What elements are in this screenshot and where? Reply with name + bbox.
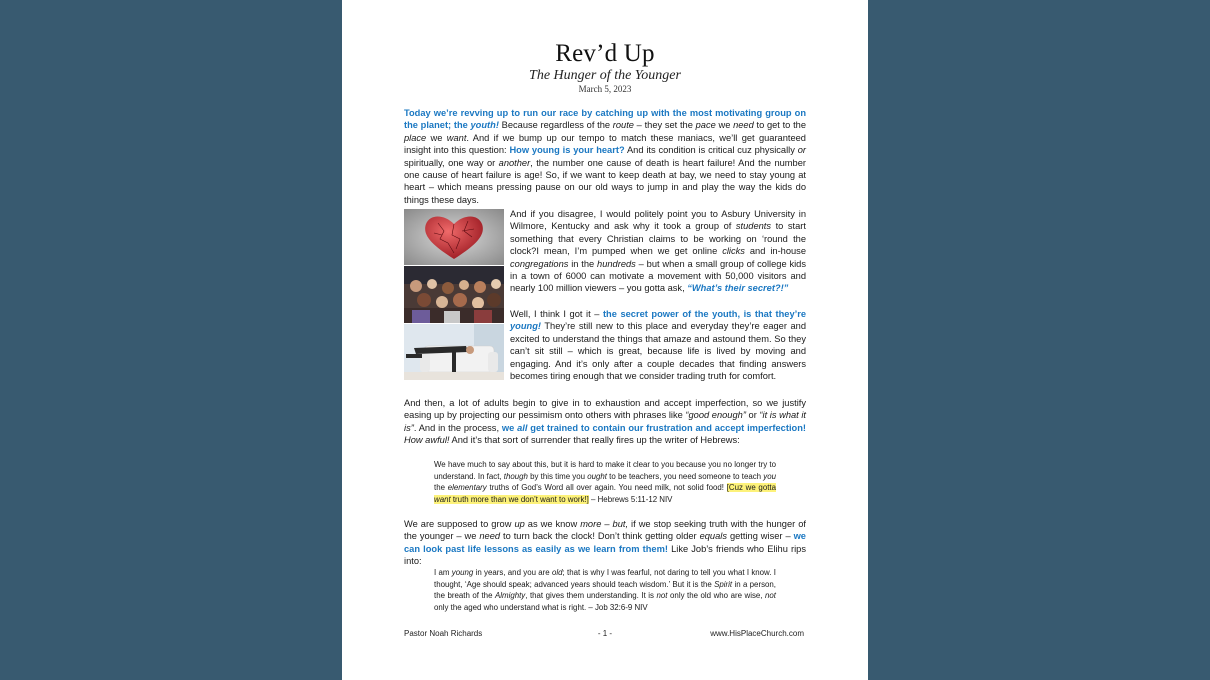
paragraph-intro: Today we’re revving up to run our race by catching up with the most motivating group on the planet; the youth! Because regardless of the route – they set the pace we need to get to the place we want. And if we bump up our tempo to match these maniacs, we’ll get guaranteed insight into this question: How young is your heart? And its condition is critical cuz physically or spiritually, one way or another, the number one cause of death is heart failure! And the number one cause of heart failure is age! So, if we want to keep death at bay, we need to stay young at heart – which means pressing pause on our old ways to jump in and play the way the kids do things these days.	[404, 108, 806, 205]
cracked-heart-icon	[404, 209, 504, 265]
document-subtitle: The Hunger of the Younger	[529, 68, 681, 83]
document-page	[342, 0, 868, 680]
paragraph-secret-power: Well, I think I got it – the secret power of the youth, is that they’re young! They’re still new to this place and everyday they’re eager and excited to understand the things that amaze and astound them. So they can’t sit still – which is great, because life is lived by moving and engaging. And it’s only after a couple decades that finding answers becomes tiring enough that we consider trading truth for comfort.	[510, 309, 806, 382]
cracked-heart-photo	[404, 209, 504, 265]
praying-crowd-icon	[404, 266, 504, 323]
paragraph-adults: And then, a lot of adults begin to give in to exhaustion and accept imperfection, so we justify easing up by projecting our pessimism onto others with phrases like “good enough” or “it is what it is”. And in the process, we all get trained to contain our frustration and accept imperfection! How awful! And it’s that sort of surrender that really fires up the writer of Hebrews:	[404, 398, 806, 446]
quote-job: I am young in years, and you are old; that is why I was fearful, not daring to tell you what I know. I thought, ‘Age should speak; advanced years should teach wisdom.’ But it is the Spirit in a person, the breath of the Almighty, that gives them understanding. It is not only the old who are wise, not only the aged who understand what is right. – Job 32:6-9 NIV	[434, 568, 776, 613]
footer-author: Pastor Noah Richards	[404, 629, 483, 638]
paragraph-grow-up: We are supposed to grow up as we know more – but, if we stop seeking truth with the hunger of the younger – we need to turn back the clock! Don’t think getting older equals getting wiser – we can look past life lessons as easily as we learn from them! Like Job’s friends who Elihu rips into:	[404, 519, 806, 567]
tired-person-on-couch-icon	[404, 324, 504, 380]
paragraph-asbury: And if you disagree, I would politely point you to Asbury University in Wilmore, Kentucky and ask why it took a group of students to start something that every Christian claims to be working on ‘round the clock?I mean, I’m pumped when we get online clicks and in-house congregations in the hundreds – but when a small group of college kids in a town of 6000 can motivate a movement with 50,000 visitors and nearly 100 million viewers – you gotta ask, “What’s their secret?!”	[510, 209, 806, 294]
document-date: March 5, 2023	[578, 84, 632, 94]
footer-page-number: - 1 -	[597, 629, 613, 638]
image-column	[404, 209, 504, 380]
footer-website: www.HisPlaceChurch.com	[710, 629, 804, 638]
tired-person-photo	[404, 324, 504, 380]
highlighted-text: [Cuz we gotta want truth more than we don’t want to work!]	[434, 483, 776, 505]
quote-hebrews: We have much to say about this, but it is hard to make it clear to you because you no longer try to understand. In fact, though by this time you ought to be teachers, you need someone to teach you the elementary truths of God’s Word all over again. You need milk, not solid food! [Cuz we gotta want truth more than we don’t want to work!] – Hebrews 5:11-12 NIV	[434, 460, 776, 505]
document-title: Rev’d Up	[555, 40, 655, 67]
praying-crowd-photo	[404, 266, 504, 323]
